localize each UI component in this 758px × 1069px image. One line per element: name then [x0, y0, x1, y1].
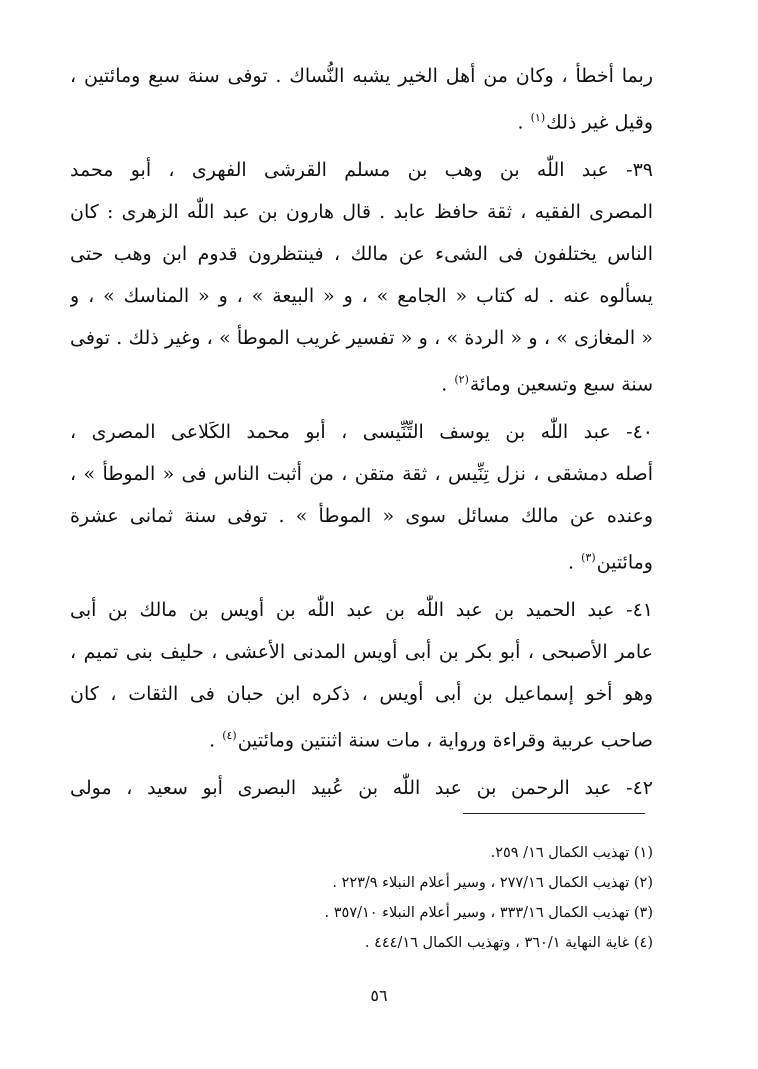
footnote: (٢) تهذيب الكمال ٢٧٧/١٦ ، وسير أعلام النبلاء ٢٢٣/٩ .: [332, 875, 653, 891]
text-line: المصرى الفقيه ، ثقة حافظ عابد . قال هارون بن عبد اللّٰه الزهرى : كان: [70, 201, 653, 223]
text-line: ٣٩- عبد اللّٰه بن وهب بن مسلم القرشى الفهرى ، أبو محمد: [70, 159, 653, 181]
line-text: سنة سبع وتسعين ومائة: [469, 373, 653, 396]
entry-40: [70, 411, 653, 579]
text-line: ٤٠- عبد اللّٰه بن يوسف التِّنِّيسى ، أبو محمد الكَلاعى المصرى ،: [70, 421, 653, 443]
text-line: وهو أخو إسماعيل بن أبى أويس ، ذكره ابن حبان فى الثقات ، كان: [70, 683, 653, 705]
footnote: (٣) تهذيب الكمال ٣٣٣/١٦ ، وسير أعلام النبلاء ٣٥٧/١٠ .: [324, 905, 653, 921]
text-line: يسألوه عنه . له كتاب « الجامع » ، و « البيعة » ، و « المناسك » ، و: [70, 285, 653, 307]
text-line: ٤٢- عبد الرحمن بن عبد اللّٰه بن عُبيد البصرى أبو سعيد ، مولى: [70, 777, 653, 799]
text-line: سنة سبع وتسعين ومائة$^{(٢)}$ .: [441, 373, 653, 396]
paragraph-continuation: [70, 55, 653, 139]
entry-41: [70, 589, 653, 757]
footnotes: [230, 838, 653, 958]
line-text: صاحب عربية وقراءة ورواية ، مات سنة اثنتين ومائتين: [237, 729, 653, 752]
entry-42: [70, 767, 653, 809]
entry-39: [70, 149, 653, 401]
line-text: ومائتين: [596, 551, 653, 574]
text-line: أصله دمشقى ، نزل تِنِّيس ، ثقة متقن ، من أثبت الناس فى « الموطأ » ،: [70, 463, 653, 485]
page-number: ٥٦: [370, 986, 388, 1005]
text-line: ومائتين$^{(٣)}$ .: [568, 551, 653, 574]
text-line: عامر الأصبحى ، أبو بكر بن أبى أويس المدنى الأعشى ، حليف بنى تميم ،: [70, 641, 653, 663]
footnote-mark: (١): [530, 111, 546, 124]
line-text: وقيل غير ذلك: [546, 111, 653, 134]
footnote-mark: (٣): [581, 551, 596, 564]
text-line: وقيل غير ذلك$^{(١)}$ .: [517, 111, 653, 134]
text-line: صاحب عربية وقراءة ورواية ، مات سنة اثنتين ومائتين$^{(٤)}$ .: [209, 729, 653, 752]
footnote: (١) تهذيب الكمال ١٦/ ٢٥٩.: [490, 845, 653, 861]
text-line: وعنده عن مالك مسائل سوى « الموطأ » . توفى سنة ثمانى عشرة: [70, 505, 653, 527]
text-line: الناس يختلفون فى الشىء عن مالك ، فينتظرون قدوم ابن وهب حتى: [70, 243, 653, 265]
footnote: (٤) غاية النهاية ٣٦٠/١ ، وتهذيب الكمال ٤٤٤/١٦ .: [364, 935, 653, 951]
text-line: ربما أخطأ ، وكان من أهل الخير يشبه النُّساك . توفى سنة سبع ومائتين ،: [70, 65, 653, 87]
main-text: [70, 55, 653, 819]
footnote-mark: (٤): [222, 729, 237, 742]
footnote-separator: [463, 813, 645, 814]
footnote-mark: (٢): [454, 373, 469, 386]
text-line: « المغازى » ، و « الردة » ، و « تفسير غريب الموطأ » ، وغير ذلك . توفى: [70, 327, 653, 349]
text-line: ٤١- عبد الحميد بن عبد اللّٰه بن عبد اللّٰه بن أويس بن مالك بن أبى: [70, 599, 653, 621]
